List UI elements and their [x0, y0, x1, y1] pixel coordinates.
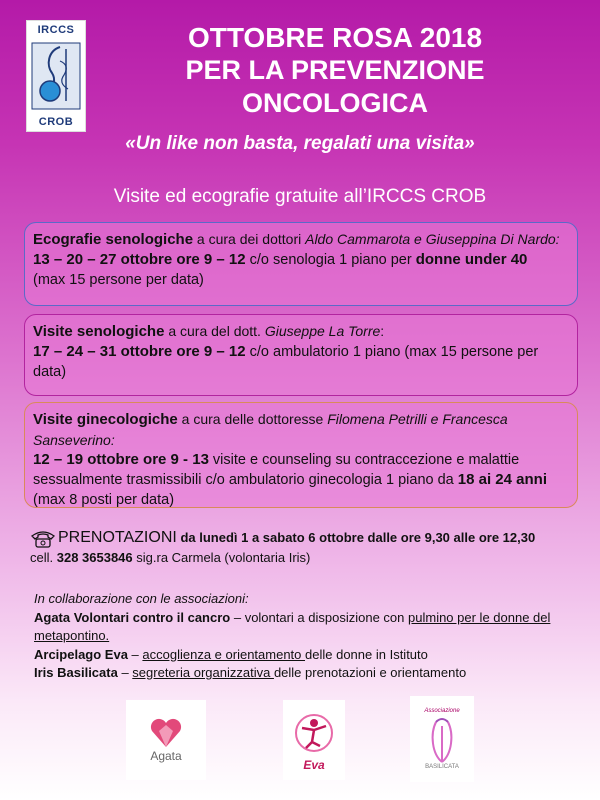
agata-logo	[126, 700, 206, 780]
iris-underlined: segreteria organizzativa	[132, 665, 274, 680]
box-visite-senologiche	[24, 314, 578, 396]
agata-name: Agata Volontari contro il cancro	[34, 609, 231, 625]
box-details	[33, 342, 569, 382]
box-ecografie-senologiche	[24, 222, 578, 306]
title-line-2: PER LA PREVENZIONE	[185, 55, 485, 85]
box-visite-ginecologiche	[24, 402, 578, 508]
eva-sep: –	[127, 646, 143, 662]
prenotazioni-section	[30, 528, 590, 567]
collab-intro	[34, 590, 584, 609]
collab-eva	[34, 646, 584, 665]
cell-number[interactable]: 328 3653846	[56, 549, 133, 565]
logo-bottom-text: CROB	[38, 116, 74, 128]
iris-text: delle prenotazioni e orientamento	[273, 665, 467, 680]
box-title: Visite ginecologiche	[33, 411, 178, 428]
prenotazioni-line	[30, 528, 590, 548]
box-title: Ecografie senologiche	[33, 231, 194, 248]
box-details	[33, 450, 569, 510]
box-by: a cura delle dottoresse	[177, 411, 328, 427]
box-note: (max 8 posti per data)	[33, 492, 175, 508]
box-target: donne under 40	[415, 251, 528, 268]
eva-logo	[283, 700, 345, 780]
agata-logo-text: Agata	[150, 749, 182, 763]
box-header	[33, 229, 569, 250]
box-where: visite e counseling su contraccezione e malattie sessualmente trasmissibili c/o ambulatorio ginecologia 1 piano da	[33, 452, 520, 488]
collaborations-section	[34, 590, 584, 683]
box-dates: 12 – 19 ottobre ore 9 - 13	[33, 451, 209, 468]
eva-text: delle donne in Istituto	[305, 646, 428, 662]
collab-agata	[34, 609, 584, 646]
crob-emblem-icon	[30, 41, 82, 111]
box-doctors: Aldo Cammarota e Giuseppina Di Nardo:	[305, 231, 560, 247]
prenotazioni-label: PRENOTAZIONI	[58, 529, 177, 546]
dancer-icon	[292, 708, 336, 758]
slogan: «Un like non basta, regalati una visita»	[125, 133, 475, 154]
logo-top-text: IRCCS	[37, 24, 75, 36]
prenotazioni-when: da lunedì 1 a sabato 6 ottobre dalle ore 9,30 alle ore 12,30	[176, 530, 536, 545]
box-doctors: Giuseppe La Torre	[264, 323, 381, 339]
box-header	[33, 409, 569, 450]
telephone-icon	[30, 530, 56, 548]
iris-name: Iris Basilicata	[34, 665, 118, 680]
irccs-crob-logo	[26, 20, 86, 132]
collab-iris	[34, 664, 584, 683]
eva-name: Arcipelago Eva	[34, 646, 128, 662]
collab-intro-text: In collaborazione con le associazioni:	[34, 591, 249, 606]
iris-logo	[410, 696, 474, 782]
agata-text: – volontari a disposizione con	[230, 609, 409, 625]
iris-logo-top: Associazione	[424, 708, 460, 714]
box-details	[33, 250, 569, 270]
box-age: 18 ai 24 anni	[457, 471, 547, 488]
subtitle: Visite ed ecografie gratuite all’IRCCS CROB	[113, 186, 487, 207]
box-dates: 13 – 20 – 27 ottobre ore 9 – 12	[33, 251, 246, 268]
title-line-3: ONCOLOGICA	[242, 88, 428, 118]
contact-line	[30, 548, 590, 567]
box-title: Visite senologiche	[33, 323, 165, 340]
box-note: (max 15 persone per data)	[33, 272, 204, 288]
box-by: a cura del dott.	[164, 323, 265, 339]
eva-underlined: accoglienza e orientamento	[142, 646, 306, 662]
box-by: a cura dei dottori	[193, 231, 306, 247]
box-where: c/o senologia 1 piano per	[245, 252, 416, 268]
iris-sep: –	[117, 665, 133, 680]
box-dates: 17 – 24 – 31 ottobre ore 9 – 12	[33, 343, 246, 360]
title-line-1: OTTOBRE ROSA 2018	[187, 22, 483, 53]
eva-logo-text: Eva	[303, 758, 325, 772]
box-colon: :	[380, 323, 385, 339]
iris-logo-bottom: BASILICATA	[425, 764, 459, 770]
iris-flower-icon	[422, 714, 462, 764]
contact-person: sig.ra Carmela (volontaria Iris)	[132, 549, 311, 565]
agata-underlined: pulmino per le donne del metapontino.	[34, 609, 551, 643]
cell-label: cell.	[30, 549, 57, 565]
box-doctors: Filomena Petrilli e Francesca Sanseverino:	[33, 411, 508, 448]
box-where: c/o ambulatorio 1 piano (max 15 persone per data)	[33, 344, 539, 380]
header-titles	[95, 22, 575, 120]
box-header	[33, 321, 569, 342]
heart-icon	[149, 717, 183, 749]
